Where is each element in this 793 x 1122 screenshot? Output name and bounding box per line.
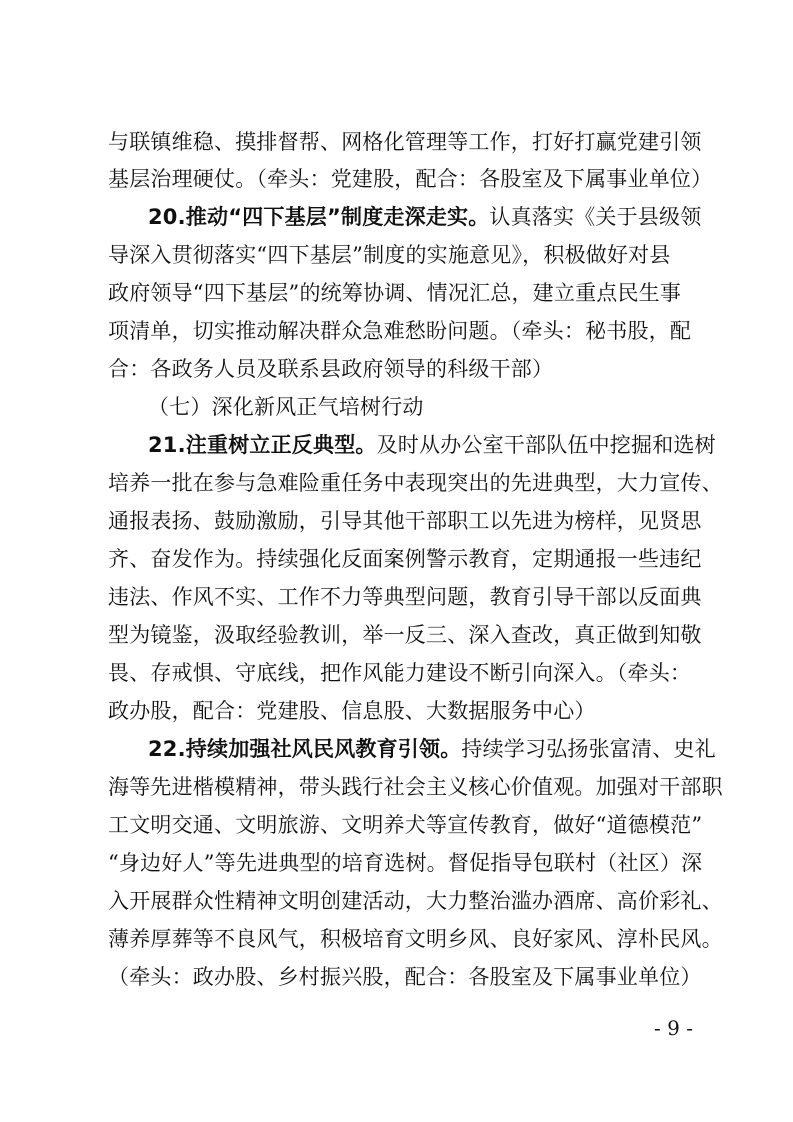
paragraph-line: 项清单，切实推动解决群众急难愁盼问题。（牵头：秘书股，配 bbox=[108, 319, 692, 343]
item-22-first-line bbox=[148, 733, 716, 765]
paragraph-line: （牵头：政办股、乡村振兴股，配合：各股室及下属事业单位） bbox=[108, 965, 702, 989]
item-22-heading: 22.持续加强社风民风教育引领。 bbox=[148, 737, 462, 761]
item-21-text: 及时从办公室干部队伍中挖掘和选树 bbox=[376, 433, 716, 457]
paragraph-line: 通报表扬、鼓励激励，引导其他干部职工以先进为榜样，见贤思 bbox=[108, 509, 702, 533]
paragraph-line: 与联镇维稳、摸排督帮、网格化管理等工作，打好打赢党建引领 bbox=[108, 130, 702, 154]
paragraph-line: 培养一批在参与急难险重任务中表现突出的先进典型，大力宣传、 bbox=[108, 471, 723, 495]
paragraph-line: 齐、奋发作为。持续强化反面案例警示教育，定期通报一些违纪 bbox=[108, 547, 702, 571]
paragraph-line: “身边好人”等先进典型的培育选树。督促指导包联村（社区）深 bbox=[108, 851, 703, 875]
item-21-heading: 21.注重树立正反典型。 bbox=[148, 433, 377, 457]
item-20-first-line bbox=[148, 201, 708, 233]
paragraph-line: 基层治理硬仗。（牵头：党建股，配合：各股室及下属事业单位） bbox=[108, 167, 713, 191]
item-20-text: 认真落实《关于县级领 bbox=[489, 205, 702, 229]
item-22-text: 持续学习弘扬张富清、史礼 bbox=[461, 737, 716, 761]
paragraph-line: 工文明交通、文明旅游、文明养犬等宣传教育，做好“道德模范” bbox=[108, 813, 703, 837]
paragraph-line: 入开展群众性精神文明创建活动，大力整治滥办酒席、高价彩礼、 bbox=[108, 889, 723, 913]
paragraph-line: 政办股，配合：党建股、信息股、大数据服务中心） bbox=[108, 699, 596, 723]
paragraph-line: 违法、作风不实、工作不力等典型问题，教育引导干部以反面典 bbox=[108, 585, 702, 609]
paragraph-line: 政府领导“四下基层”的统筹协调、情况汇总，建立重点民生事 bbox=[108, 281, 682, 305]
section-heading: （七）深化新风正气培树行动 bbox=[148, 395, 424, 419]
item-20-heading: 20.推动“四下基层”制度走深走实。 bbox=[148, 205, 490, 229]
paragraph-line: 型为镜鉴，汲取经验教训，举一反三、深入查改，真正做到知敬 bbox=[108, 623, 702, 647]
item-21-first-line bbox=[148, 429, 716, 461]
page-number: - 9 - bbox=[654, 1016, 693, 1040]
paragraph-line: 合：各政务人员及联系县政府领导的科级干部） bbox=[108, 357, 554, 381]
paragraph-line: 畏、存戒惧、守底线，把作风能力建设不断引向深入。（牵头： bbox=[108, 661, 692, 685]
paragraph-line: 薄养厚葬等不良风气，积极培育文明乡风、良好家风、淳朴民风。 bbox=[108, 927, 723, 951]
paragraph-line: 海等先进楷模精神，带头践行社会主义核心价值观。加强对干部职 bbox=[108, 775, 723, 799]
paragraph-line: 导深入贯彻落实“四下基层”制度的实施意见》，积极做好对县 bbox=[108, 243, 671, 267]
